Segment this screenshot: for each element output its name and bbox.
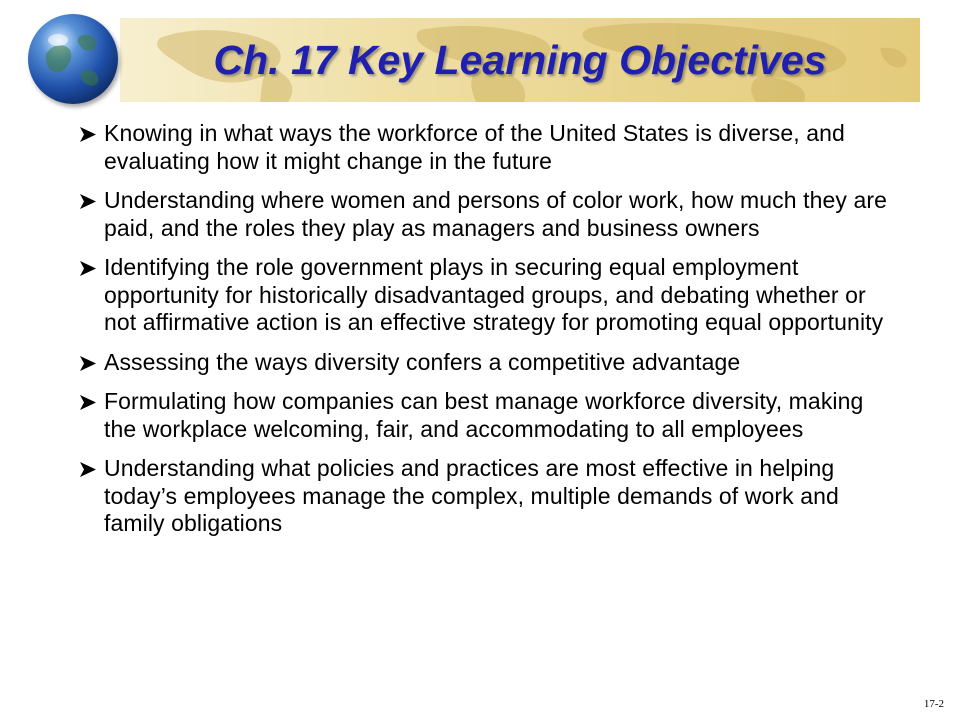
objective-text: Assessing the ways diversity confers a competitive advantage xyxy=(104,348,741,375)
slide-number: 17-2 xyxy=(923,698,944,710)
list-item xyxy=(80,349,900,377)
objective-text: Understanding what policies and practices are most effective in helping today’s employees manage the complex, multiple demands of work and family obligations xyxy=(104,455,839,536)
list-item xyxy=(80,455,900,538)
objective-text: Understanding where women and persons of color work, how much they are paid, and the roles they play as managers and business owners xyxy=(104,187,888,241)
arrowhead-bullet-icon xyxy=(80,462,96,477)
arrowhead-bullet-icon xyxy=(80,261,96,276)
arrowhead-bullet-icon xyxy=(80,127,96,142)
list-item xyxy=(80,254,900,337)
list-item xyxy=(80,388,900,443)
arrowhead-bullet-icon xyxy=(80,395,96,410)
list-item xyxy=(80,187,900,242)
objective-text: Knowing in what ways the workforce of the United States is diverse, and evaluating how it might change in the future xyxy=(104,120,845,174)
objective-text: Formulating how companies can best manage workforce diversity, making the workplace welcoming, fair, and accommodating to all employees xyxy=(104,388,864,442)
objective-text: Identifying the role government plays in securing equal employment opportunity for historically disadvantaged groups, and debating whether or not affirmative action is an effective strategy for promoting equal opportunity xyxy=(104,254,884,335)
globe-icon xyxy=(28,14,118,104)
arrowhead-bullet-icon xyxy=(80,194,96,209)
slide-title: Ch. 17 Key Learning Objectives xyxy=(213,37,827,83)
objectives-list xyxy=(80,120,900,550)
list-item xyxy=(80,120,900,175)
arrowhead-bullet-icon xyxy=(80,356,96,371)
